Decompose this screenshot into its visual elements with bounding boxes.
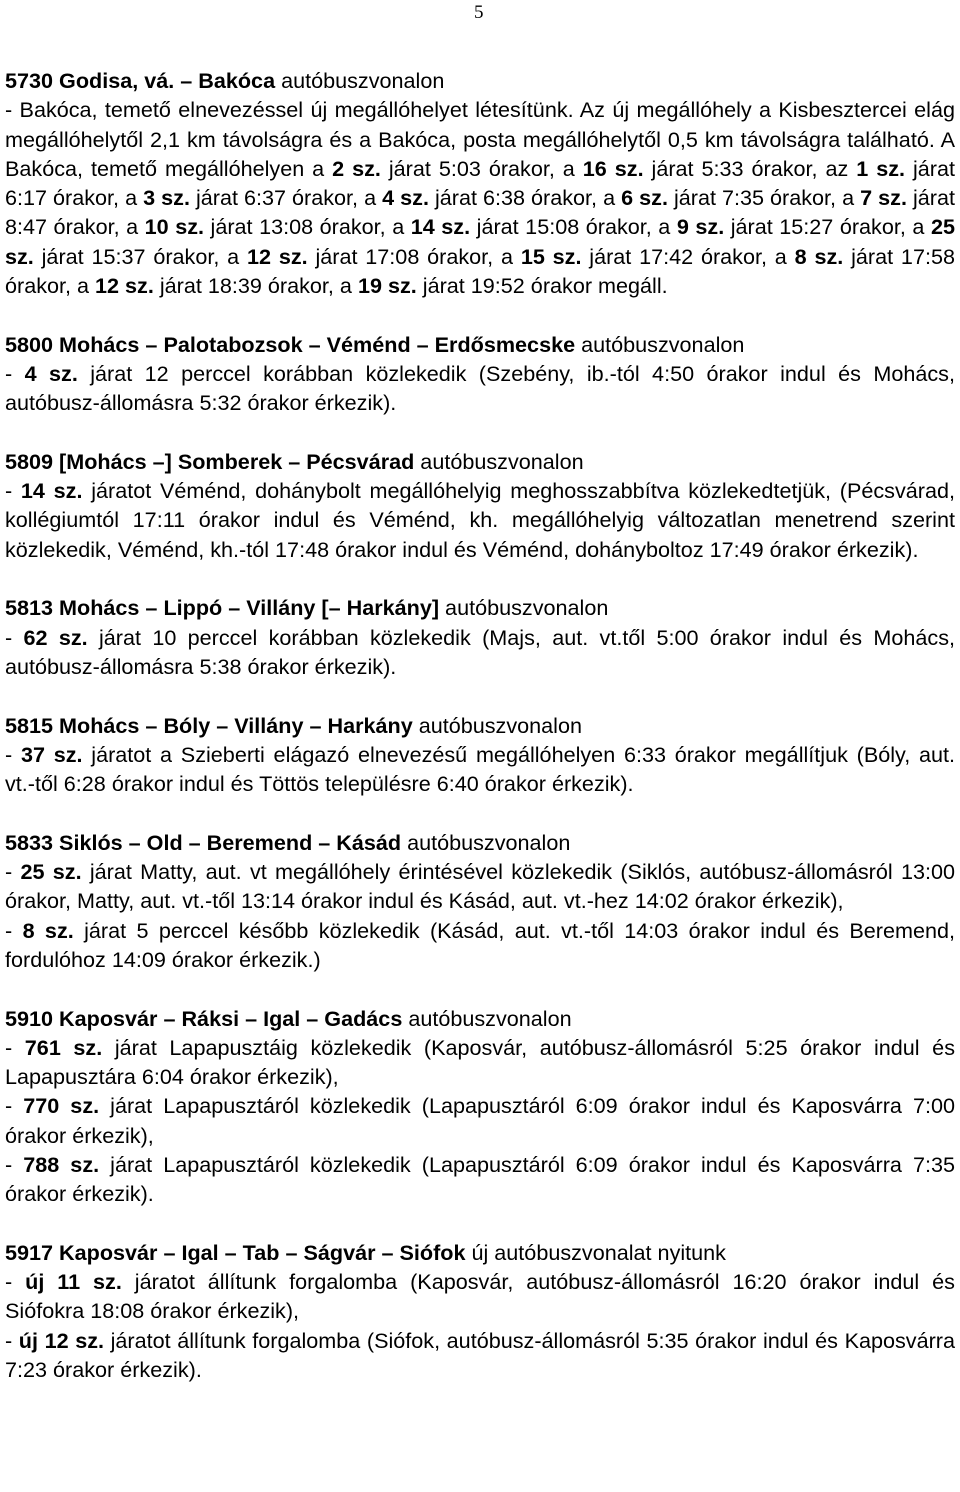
page-number: 5 [474,2,484,23]
route-title [5,1004,955,1033]
text-run: - [5,741,21,767]
bold-text: 9 sz. [676,214,725,240]
text-run: járat Lapapusztáról közlekedik (Lapapusztáról 6:09 órakor indul és Kaposvárra 7:00 órakor érkezik), [5,1093,955,1148]
bold-text: 5730 Godisa, vá. – Bakóca [5,68,276,93]
bold-text: 37 sz. [20,741,83,767]
text-run: járat 15:08 órakor, a [470,214,677,240]
bold-text: 8 sz. [22,917,74,943]
route-section [5,66,955,300]
route-change-item [5,857,955,916]
bold-text: 5800 Mohács – Palotabozsok – Véménd – Erdősmecske [5,331,576,357]
bold-text: 5815 Mohács – Bóly – Villány – Harkány [5,712,413,738]
bold-text: 14 sz. [410,214,471,240]
text-run: járatot a Szieberti elágazó elnevezésű megállóhelyen 6:33 órakor megállítjuk (Bóly, aut. vt.-től 6:28 órakor indul és Töttös településre 6:40 órakor érkezik). [5,741,955,797]
text-run: autóbuszvonalon [439,595,609,621]
bold-text: 2 sz. [332,155,381,181]
text-run: járat 10 perccel korábban közlekedik (Majs, aut. vt.től 5:00 órakor indul és Mohács, autóbusz-állomásra 5:38 órakor érkezik). [5,624,955,679]
bold-text: 8 sz. [794,243,844,269]
text-run: - Bakóca, temető elnevezéssel új megállóhelyet létesítünk. Az új megállóhely a Kisbesztercei elág megállóhelytől 2,1 km távolságra és a Bakóca, posta megállóhelytől 0,5 km távolságra található. A Bakóca, temető megállóhelyen a [5,97,955,181]
text-run: - [5,859,21,885]
route-title [5,1238,955,1267]
bold-text: 6 sz. [621,185,668,211]
bold-text: 19 sz. [357,273,417,299]
text-run: járat 17:42 órakor, a [581,243,795,269]
bold-text: 4 sz. [382,185,429,211]
bold-text: 5813 Mohács – Lippó – Villány [– Harkány] [5,595,440,621]
text-run: autóbuszvonalon [412,712,582,738]
document-body [5,66,955,1384]
route-change-item [5,623,955,682]
text-run: járat Matty, aut. vt megállóhely érintésével közlekedik (Siklós, autóbusz-állomásról 13:00 órakor, Matty, aut. vt.-től 13:14 órakor indul és Kásád, aut. vt.-hez 14:02 órakor érkezik), [5,859,955,914]
route-title [5,593,955,622]
route-change-item [5,916,955,975]
bold-text: 770 sz. [23,1093,100,1119]
text-run: járat 5:33 órakor, az [643,155,857,181]
route-section [5,330,955,418]
bold-text: 5809 [Mohács –] Somberek – Pécsvárad [5,448,415,474]
route-change-item [5,95,955,300]
text-run: járatot állítunk forgalomba (Kaposvár, autóbusz-állomásról 16:20 órakor indul és Siófokra 18:08 órakor érkezik), [5,1269,955,1324]
bold-text: 3 sz. [143,185,190,211]
text-run: új autóbuszvonalat nyitunk [465,1239,726,1265]
route-section [5,447,955,564]
bold-text: 761 sz. [24,1034,103,1060]
text-run: járat 12 perccel korábban közlekedik (Szebény, ib.-tól 4:50 órakor indul és Mohács, autóbusz-állomásra 5:32 órakor érkezik). [5,360,955,416]
bold-text: 14 sz. [20,478,83,504]
text-run: járatot állítunk forgalomba (Siófok, autóbusz-állomásról 5:35 órakor indul és Kaposvárra 7:23 órakor érkezik). [5,1327,955,1383]
route-section [5,1238,955,1384]
bold-text: 5917 Kaposvár – Igal – Tab – Ságvár – Siófok [5,1239,466,1265]
text-run: autóbuszvonalon [414,448,584,474]
text-run: járat 13:08 órakor, a [204,214,411,240]
route-change-item [5,1326,955,1385]
route-title [5,447,955,476]
route-change-item [5,359,955,418]
bold-text: új 12 sz. [18,1327,105,1353]
route-change-item [5,740,955,799]
text-run: - [5,917,23,943]
text-run: járat 18:39 órakor, a [153,273,358,299]
route-change-item [5,476,955,564]
text-run: - [5,1093,24,1119]
bold-text: 10 sz. [144,214,205,240]
route-section [5,711,955,799]
bold-text: 788 sz. [23,1151,100,1177]
route-section [5,828,955,974]
text-run: járat 17:58 órakor, a [5,243,955,299]
route-change-item [5,1091,955,1150]
text-run: járat 5 perccel később közlekedik (Kásád, aut. vt.-től 14:03 órakor indul és Beremend, fordulóhoz 14:09 órakor érkezik.) [5,917,955,972]
bold-text: 15 sz. [520,243,582,269]
route-change-item [5,1267,955,1326]
route-change-item [5,1150,955,1209]
bold-text: 5833 Siklós – Old – Beremend – Kásád [5,829,402,855]
route-title [5,711,955,740]
text-run: járat 7:35 órakor, a [667,185,861,211]
text-run: járat 5:03 órakor, a [380,155,583,181]
text-run: járat 6:37 órakor, a [189,185,383,211]
text-run: autóbuszvonalon [401,829,571,855]
text-run: járat 6:38 órakor, a [428,185,622,211]
bold-text: 12 sz. [95,273,154,299]
route-change-item [5,1033,955,1092]
route-title [5,330,955,359]
bold-text: 12 sz. [246,243,308,269]
route-title [5,828,955,857]
text-run: - [5,1269,26,1295]
text-run: járat 15:37 órakor, a [33,243,247,269]
bold-text: 5910 Kaposvár – Ráksi – Igal – Gadács [5,1005,403,1031]
bold-text: 7 sz. [860,185,907,211]
text-run: járat Lapapusztáról közlekedik (Lapapusztáról 6:09 órakor indul és Kaposvárra 7:35 órakor érkezik). [5,1151,955,1207]
bold-text: új 11 sz. [25,1269,122,1295]
bold-text: 62 sz. [23,624,88,650]
text-run: járat 8:47 órakor, a [5,185,955,240]
text-run: - [5,1034,25,1060]
bold-text: 16 sz. [582,155,644,181]
bold-text: 1 sz. [856,155,906,181]
text-run: járat Lapapusztáig közlekedik (Kaposvár, autóbusz-állomásról 5:25 órakor indul és Lapapusztára 6:04 órakor érkezik), [5,1034,955,1090]
text-run: - [5,624,24,650]
text-run: autóbuszvonalon [575,331,745,357]
text-run: járat 6:17 órakor, a [5,155,955,211]
route-section [5,593,955,681]
route-title [5,66,955,95]
text-run: - [5,478,21,504]
text-run: járat 19:52 órakor megáll. [416,273,668,299]
route-section [5,1004,955,1209]
text-run: autóbuszvonalon [402,1005,572,1031]
bold-text: 4 sz. [24,360,78,386]
bold-text: 25 sz. [20,859,82,885]
text-run: - [5,360,25,386]
bold-text: 25 sz. [5,214,955,269]
text-run: - [5,1327,19,1353]
text-run: - [5,1151,24,1177]
text-run: autóbuszvonalon [275,68,445,93]
text-run: járatot Véménd, dohánybolt megállóhelyig meghosszabbítva közlekedtetjük, (Pécsvárad, kollégiumtól 17:11 órakor indul és Véménd, kh. megállóhelyig változatlan menetrend szerint közlekedik, Véménd, kh.-tól 17:48 órakor indul és Véménd, dohányboltoz 17:49 órakor érkezik). [5,478,955,562]
text-run: járat 17:08 órakor, a [307,243,521,269]
text-run: járat 15:27 órakor, a [724,214,931,240]
